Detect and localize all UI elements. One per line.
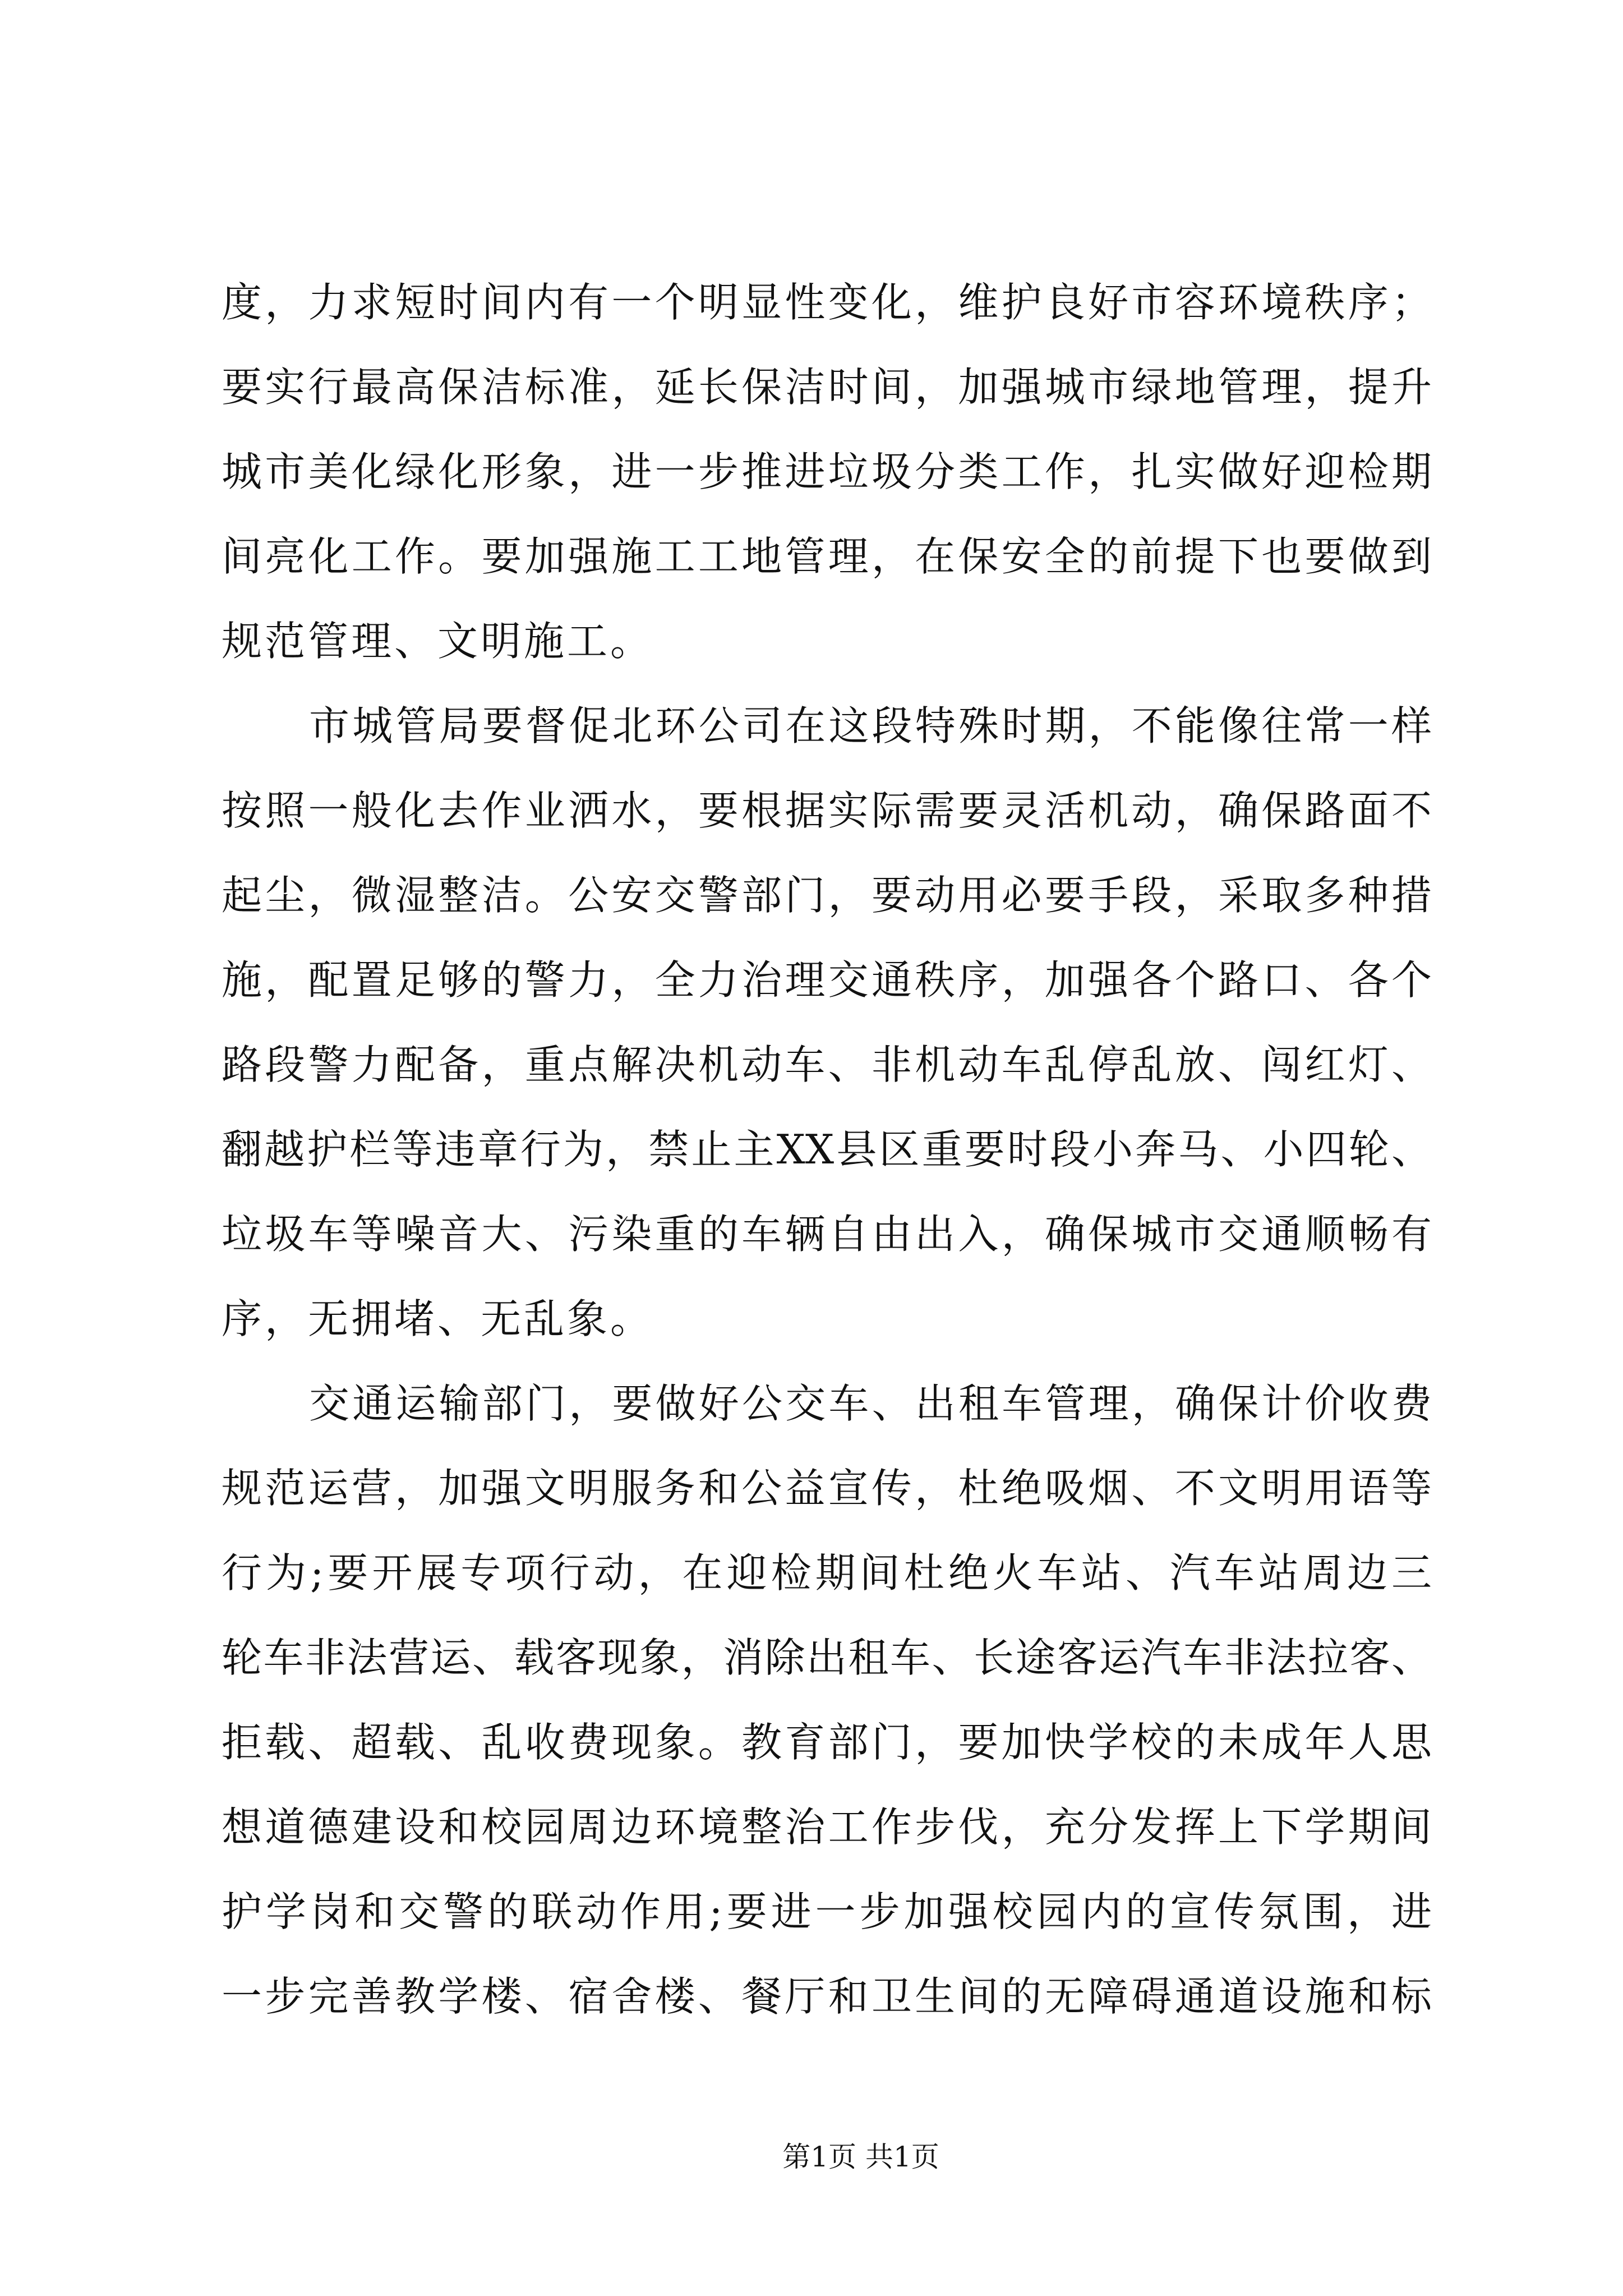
- body-line: 行为;要开展专项行动，在迎检期间杜绝火车站、汽车站周边三: [222, 1549, 1432, 1596]
- paragraph-3: [222, 1361, 1432, 2039]
- body-line: 护学岗和交警的联动作用;要进一步加强校园内的宣传氛围，进: [222, 1888, 1432, 1935]
- body-line: 垃圾车等噪音大、污染重的车辆自由出入，确保城市交通顺畅有: [222, 1211, 1432, 1258]
- body-line: 规范管理、文明施工。: [222, 618, 654, 665]
- body-line: 规范运营，加强文明服务和公益宣传，杜绝吸烟、不文明用语等: [222, 1465, 1432, 1512]
- body-line: 起尘，微湿整洁。公安交警部门，要动用必要手段，采取多种措: [222, 872, 1432, 919]
- body-line: 交通运输部门，要做好公交车、出租车管理，确保计价收费: [309, 1380, 1432, 1427]
- body-line: 轮车非法营运、载客现象，消除出租车、长途客运汽车非法拉客、: [222, 1634, 1432, 1681]
- body-line: 想道德建设和校园周边环境整治工作步伐，充分发挥上下学期间: [222, 1803, 1432, 1851]
- body-line: 度，力求短时间内有一个明显性变化，维护良好市容环境秩序；: [222, 279, 1432, 326]
- body-line: 拒载、超载、乱收费现象。教育部门，要加快学校的未成年人思: [222, 1719, 1432, 1766]
- body-line: 间亮化工作。要加强施工工地管理，在保安全的前提下也要做到: [222, 533, 1432, 580]
- body-line: 路段警力配备，重点解决机动车、非机动车乱停乱放、闯红灯、: [222, 1041, 1432, 1088]
- body-line: 施，配置足够的警力，全力治理交通秩序，加强各个路口、各个: [222, 956, 1432, 1004]
- body-line: 市城管局要督促北环公司在这段特殊时期，不能像往常一样: [309, 702, 1432, 749]
- page-number-footer: 第1页 共1页: [782, 2141, 939, 2173]
- paragraph-1: [222, 260, 1432, 684]
- body-line: 一步完善教学楼、宿舍楼、餐厅和卫生间的无障碍通道设施和标: [222, 1973, 1432, 2020]
- body-line: 序，无拥堵、无乱象。: [222, 1295, 654, 1342]
- body-line: 要实行最高保洁标准，延长保洁时间，加强城市绿地管理，提升: [222, 364, 1432, 411]
- body-line: 翻越护栏等违章行为，禁止主XX县区重要时段小奔马、小四轮、: [222, 1126, 1432, 1173]
- document-body: [222, 260, 1432, 2039]
- paragraph-2: [222, 684, 1432, 1361]
- body-line: 按照一般化去作业洒水，要根据实际需要灵活机动，确保路面不: [222, 787, 1432, 834]
- body-line: 城市美化绿化形象，进一步推进垃圾分类工作，扎实做好迎检期: [222, 448, 1432, 495]
